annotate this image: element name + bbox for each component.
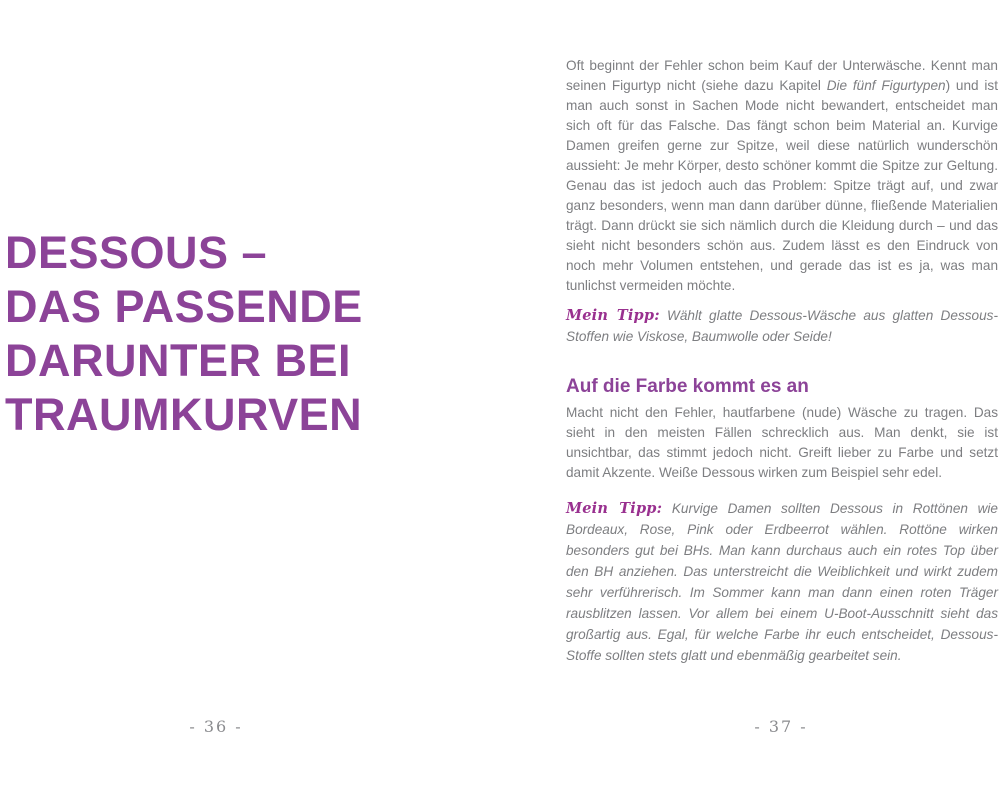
intro-paragraph-italic-phrase: Die fünf Figurtypen (826, 78, 946, 93)
color-paragraph: Macht nicht den Fehler, hautfarbene (nude) Wäsche zu tragen. Das sieht in den meisten Fällen schrecklich aus. Man denkt, sie ist unsichtbar, das stimmt jedoch nicht. Greift lieber zu Farbe und setzt damit Akzente. Weiße Dessous wirken zum Beispiel sehr edel. (566, 405, 998, 480)
tip-1-text: Wählt glatte Dessous-Wäsche aus glatten Dessous-Stoffen wie Viskose, Baumwolle oder Seide! (566, 308, 998, 344)
section-heading: Auf die Farbe kommt es an (566, 376, 809, 397)
chapter-title-line-1: DESSOUS – (5, 227, 268, 279)
tip-2-text: Kurvige Damen sollten Dessous in Rottönen wie Bordeaux, Rose, Pink oder Erdbeerrot wählen. Rottöne wirken besonders gut bei BHs. Man kann durchaus auch ein rotes Top über den BH anziehen. Das unterstreicht die Weiblichkeit und wirkt zudem sehr verführerisch. Im Sommer kann man dann einen roten Träger rausblitzen lassen. Vor allem bei einem U-Boot-Ausschnitt sieht das großartig aus. Egal, für welche Farbe ihr euch entscheidet, Dessous-Stoffe sollten stets glatt und ebenmäßig gearbeitet sein. (566, 501, 998, 663)
chapter-title-line-4: TRAUMKURVEN (5, 389, 363, 441)
intro-paragraph-part1: Oft beginnt der Fehler schon beim Kauf der Unterwäsche. Kennt man seinen Figurtyp nicht (siehe dazu Kapitel (566, 58, 998, 93)
page-number-right: - 37 - (754, 717, 808, 736)
intro-paragraph (566, 56, 998, 296)
tip-2-label: Mein Tipp: (566, 500, 663, 517)
body-text-column (566, 56, 998, 666)
tip-1-label: Mein Tipp: (566, 307, 660, 324)
intro-paragraph-part2: ) und ist man auch sonst in Sachen Mode nicht bewandert, entscheidet man sich oft für das Falsche. Das fängt schon beim Material an. Kurvige Damen greifen gerne zur Spitze, weil diese natürlich wunderschön aussieht: Je mehr Körper, desto schöner kommt die Spitze zur Geltung. Genau das ist jedoch auch das Problem: Spitze trägt auf, und zwar ganz besonders, wenn man dann darüber dünne, fließende Materialien trägt. Dann drückt sie sich nämlich durch die Kleidung durch – und das sieht nicht besonders schön aus. Zudem lässt es den Eindruck von noch mehr Volumen entstehen, und gerade das ist es ja, was man tunlichst vermeiden möchte. (566, 78, 998, 293)
tip-paragraph-1 (566, 305, 998, 347)
page-number-left: - 36 - (189, 717, 243, 736)
tip-paragraph-2 (566, 498, 998, 666)
chapter-title-line-2: DAS PASSENDE (5, 281, 363, 333)
chapter-title (5, 226, 485, 442)
chapter-title-line-3: DARUNTER BEI (5, 335, 352, 387)
